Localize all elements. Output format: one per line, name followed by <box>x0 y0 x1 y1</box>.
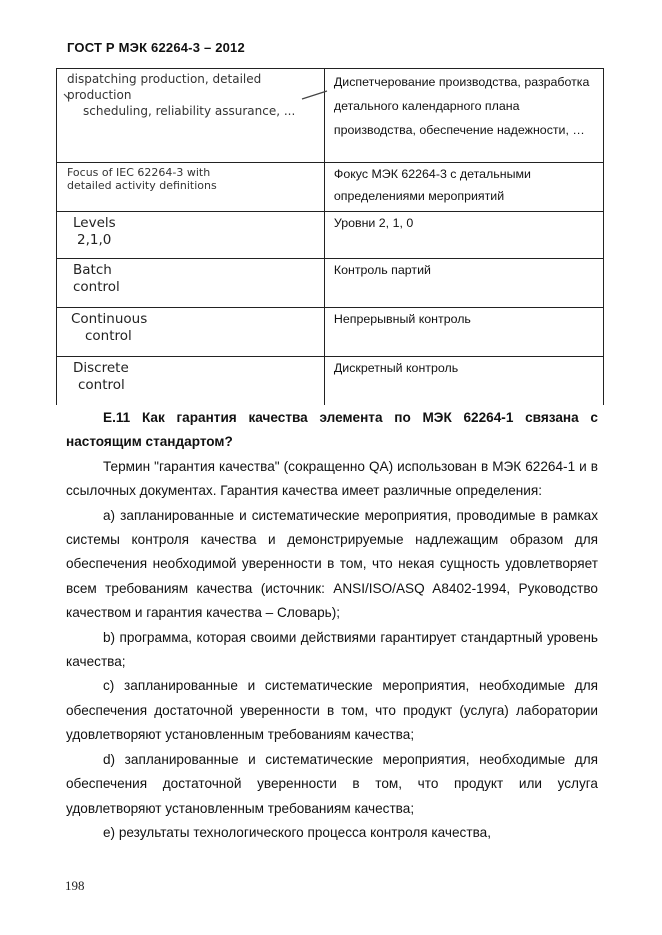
table-cell-english <box>57 259 325 308</box>
paragraph: а) запланированные и систематические мероприятия, проводимые в рамках системы контроля качества и демонстрируемые надлежащим образом для обеспечения необходимой уверенности в том, что некая сущность удовлетворяет всем требованиям качества (источник: ANSI/ISO/ASQ A8402-1994, Руководство качеством и гарантия качества – Словарь); <box>66 507 598 621</box>
table-cell-russian: Непрерывный контроль <box>324 308 603 357</box>
scanned-label-line2: control <box>85 328 132 344</box>
page-number: 198 <box>65 878 85 893</box>
table-row <box>57 308 604 357</box>
scanned-label-line2: 2,1,0 <box>77 232 112 248</box>
paragraph: d) запланированные и систематические мероприятия, необходимые для обеспечения достаточной уверенности в том, что продукт или услуга удовлетворяют установленным требованиям качества; <box>66 751 598 816</box>
scanned-label <box>57 69 324 119</box>
scanned-label-line2: control <box>78 377 125 393</box>
scanned-label-line1: Discrete <box>73 360 129 376</box>
table-cell-english <box>57 357 325 406</box>
paragraph: Термин "гарантия качества" (сокращенно QA) использован в МЭК 62264-1 и в ссылочных документах. Гарантия качества имеет различные определения: <box>66 458 598 499</box>
table-row <box>57 259 604 308</box>
scanned-label <box>57 259 324 296</box>
scanned-label-line1: Levels <box>73 215 116 231</box>
table-cell-english <box>57 163 325 212</box>
paragraph: е) результаты технологического процесса контроля качества, <box>103 824 491 840</box>
table-cell-english <box>57 69 325 163</box>
section-heading: Е.11 Как гарантия качества элемента по МЭК 62264-1 связана с настоящим стандартом? <box>66 410 598 450</box>
scanned-label-line1: Focus of IEC 62264-3 with <box>67 166 211 179</box>
scanned-label-line2: control <box>73 279 120 295</box>
table-cell-russian: Дискретный контроль <box>324 357 603 406</box>
document-header: ГОСТ Р МЭК 62264-3 – 2012 <box>67 40 245 55</box>
translation-table <box>56 68 604 405</box>
bracket-mark-icon <box>301 89 331 101</box>
table-row <box>57 69 604 163</box>
table-cell-russian: Контроль партий <box>324 259 603 308</box>
scanned-label <box>57 163 324 192</box>
table-cell-english <box>57 308 325 357</box>
scanned-label-line2: scheduling, reliability assurance, ... <box>83 104 296 118</box>
scanned-label <box>57 308 324 345</box>
table-cell-russian: Фокус МЭК 62264-3 с детальными определениями мероприятий <box>324 163 603 212</box>
scanned-label-line1: Continuous <box>71 311 148 327</box>
bracket-mark-icon <box>63 93 75 101</box>
table-cell-english <box>57 212 325 259</box>
scanned-label <box>57 212 324 249</box>
scanned-label-line1: Batch <box>73 262 112 278</box>
table-row <box>57 212 604 259</box>
scanned-label-line2: detailed activity definitions <box>67 179 217 192</box>
scanned-label-line1: dispatching production, detailed production <box>67 72 262 102</box>
scanned-label <box>57 357 324 394</box>
table-row <box>57 163 604 212</box>
table-cell-russian: Уровни 2, 1, 0 <box>324 212 603 259</box>
document-body <box>66 406 598 845</box>
paragraph: с) запланированные и систематические мероприятия, необходимые для обеспечения достаточной уверенности в том, что продукт (услуга) лаборатории удовлетворяют установленным требованиям качества; <box>66 678 598 743</box>
paragraph: b) программа, которая своими действиями гарантирует стандартный уровень качества; <box>66 629 598 670</box>
table-row <box>57 357 604 406</box>
table-cell-russian: Диспетчерование производства, разработка детального календарного плана производства, обеспечение надежности, … <box>324 69 603 163</box>
